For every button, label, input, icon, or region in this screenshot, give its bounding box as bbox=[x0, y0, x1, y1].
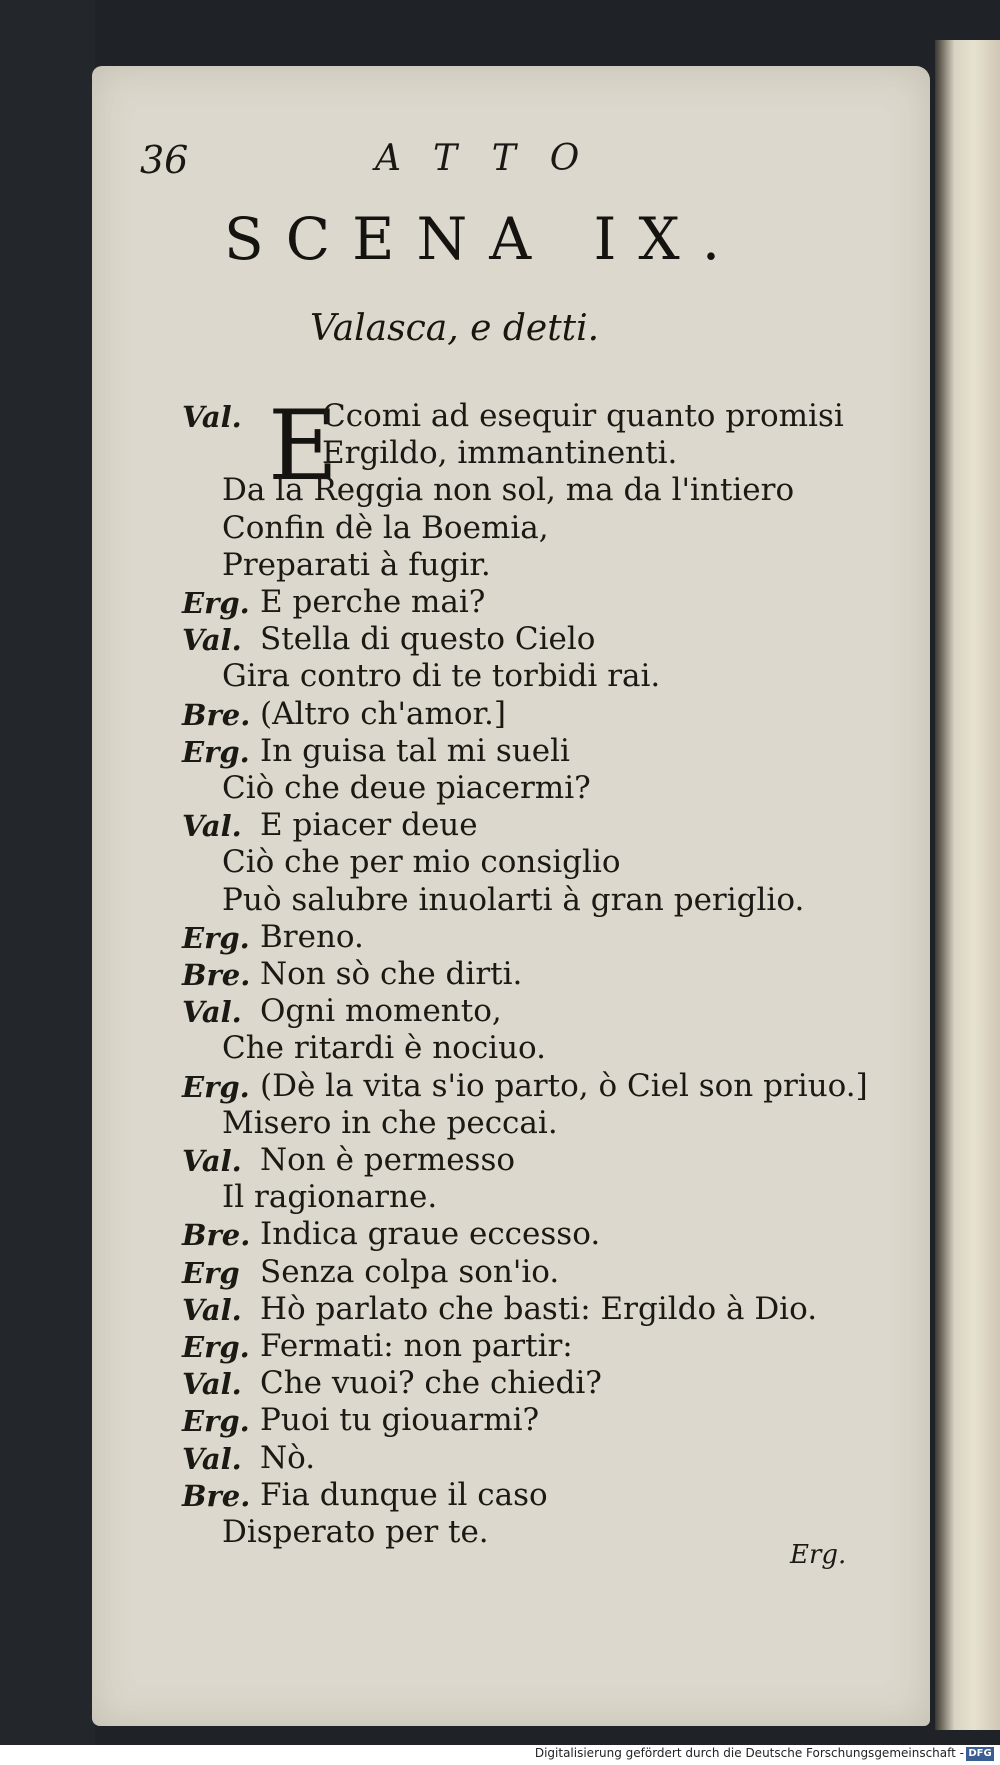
speaker-label: Val. bbox=[182, 400, 242, 434]
drop-cap: E bbox=[268, 390, 339, 502]
dfg-logo: DFG bbox=[966, 1747, 994, 1761]
verse-line: Misero in che peccai. bbox=[222, 1105, 558, 1141]
speaker-label: Val. bbox=[182, 1144, 242, 1178]
verse-line: Gira contro di te torbidi rai. bbox=[222, 658, 661, 694]
verse-line: Puoi tu giouarmi? bbox=[260, 1402, 540, 1438]
speaker-label: Val. bbox=[182, 1442, 242, 1476]
verse-line: Che ritardi è nociuo. bbox=[222, 1030, 547, 1066]
verse-line: Fermati: non partir: bbox=[260, 1328, 573, 1364]
speaker-label: Erg bbox=[182, 1256, 240, 1290]
verse-line: Senza colpa son'io. bbox=[260, 1254, 560, 1290]
footer-credit: Digitalisierung gefördert durch die Deutsche Forschungsgemeinschaft - bbox=[534, 1746, 964, 1760]
verse-line: Da la Reggia non sol, ma da l'intiero bbox=[222, 472, 795, 508]
verse-line: Stella di questo Cielo bbox=[260, 621, 596, 657]
verse-line: Nò. bbox=[260, 1440, 316, 1476]
verse-line: Che vuoi? che chiedi? bbox=[260, 1365, 602, 1401]
verse-line: Ergildo, immantinenti. bbox=[322, 435, 678, 471]
verse-line: Non sò che dirti. bbox=[260, 956, 523, 992]
verse-line: Indica graue eccesso. bbox=[260, 1216, 601, 1252]
running-head: ATTO bbox=[375, 138, 614, 179]
speaker-label: Erg. bbox=[182, 586, 250, 620]
scene-characters: Valasca, e detti. bbox=[310, 308, 600, 349]
verse-line: (Dè la vita s'io parto, ò Ciel son priuo.] bbox=[260, 1068, 868, 1104]
verse-line: (Altro ch'amor.] bbox=[260, 696, 506, 732]
speaker-label: Val. bbox=[182, 623, 242, 657]
speaker-label: Erg. bbox=[182, 1330, 250, 1364]
verse-line: Ccomi ad esequir quanto promisi bbox=[322, 398, 844, 434]
scan-background bbox=[0, 0, 95, 1765]
catchword: Erg. bbox=[790, 1540, 847, 1570]
adjacent-page-edge bbox=[935, 40, 1000, 1730]
page-number: 36 bbox=[140, 138, 189, 182]
speaker-label: Val. bbox=[182, 995, 242, 1029]
speaker-label: Erg. bbox=[182, 921, 250, 955]
verse-line: Confin dè la Boemia, bbox=[222, 510, 549, 546]
verse-line: Preparati à fugir. bbox=[222, 547, 491, 583]
verse-line: Ciò che per mio consiglio bbox=[222, 844, 621, 880]
verse-line: Fia dunque il caso bbox=[260, 1477, 548, 1513]
speaker-label: Bre. bbox=[182, 1218, 251, 1252]
speaker-label: Val. bbox=[182, 1367, 242, 1401]
verse-line: Hò parlato che basti: Ergildo à Dio. bbox=[260, 1291, 818, 1327]
speaker-label: Val. bbox=[182, 809, 242, 843]
verse-line: E perche mai? bbox=[260, 584, 486, 620]
speaker-label: Erg. bbox=[182, 1070, 250, 1104]
verse-line: E piacer deue bbox=[260, 807, 478, 843]
scene-title: SCENA IX. bbox=[224, 205, 743, 273]
verse-line: Ciò che deue piacermi? bbox=[222, 770, 591, 806]
verse-line: Può salubre inuolarti à gran periglio. bbox=[222, 882, 805, 918]
verse-line: Disperato per te. bbox=[222, 1514, 489, 1550]
speaker-label: Bre. bbox=[182, 698, 251, 732]
speaker-label: Bre. bbox=[182, 1479, 251, 1513]
speaker-label: Erg. bbox=[182, 1404, 250, 1438]
verse-line: Breno. bbox=[260, 919, 364, 955]
verse-line: Non è permesso bbox=[260, 1142, 516, 1178]
speaker-label: Erg. bbox=[182, 735, 250, 769]
speaker-label: Bre. bbox=[182, 958, 251, 992]
verse-line: Il ragionarne. bbox=[222, 1179, 438, 1215]
verse-line: In guisa tal mi sueli bbox=[260, 733, 570, 769]
verse-line: Ogni momento, bbox=[260, 993, 502, 1029]
speaker-label: Val. bbox=[182, 1293, 242, 1327]
